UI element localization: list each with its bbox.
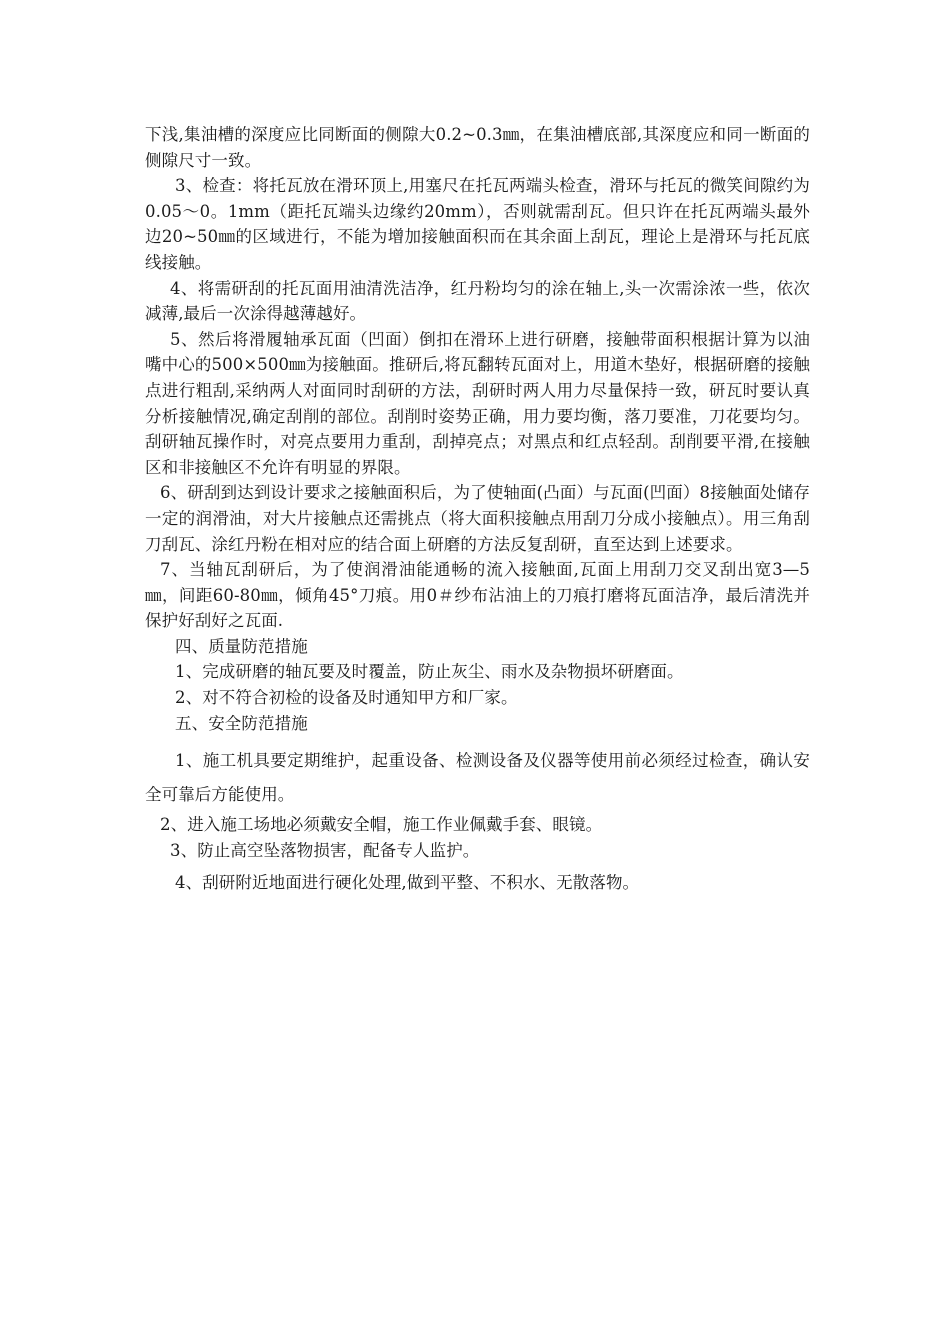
section-heading-quality: 四、质量防范措施 [175,636,308,656]
paragraph-quality-2: 2、对不符合初检的设备及时通知甲方和厂家。 [175,688,518,708]
paragraph-safety-2: 2、进入施工场地必须戴安全帽，施工作业佩戴手套、眼镜。 [160,815,603,835]
paragraph-oil-groove-continued: 下浅,集油槽的深度应比同断面的侧隙大0.2~0.3㎜，在集油槽底部,其深度应和同一断面的侧隙尺寸一致。 [145,125,810,170]
document-body [145,122,810,896]
paragraph-step-6-scraping: 6、研刮到达到设计要求之接触面积后，为了使轴面(凸面）与瓦面(凹面）8接触面处储存一定的润滑油，对大片接触点还需挑点（将大面积接触点用刮刀分成小接触点）。用三角刮刀刮瓦、涂红丹粉在相对应的结合面上研磨的方法反复刮研，直至达到上述要求。 [145,483,810,554]
paragraph-safety-1: 1、施工机具要定期维护，起重设备、检测设备及仪器等使用前必须经过检查，确认安全可靠后方能使用。 [145,751,810,805]
paragraph-step-4-cleaning: 4、将需研刮的托瓦面用油清洗洁净，红丹粉均匀的涂在轴上,头一次需涂浓一些，依次减薄,最后一次涂得越薄越好。 [145,278,810,324]
paragraph-quality-1: 1、完成研磨的轴瓦要及时覆盖，防止灰尘、雨水及杂物损坏研磨面。 [175,662,684,682]
paragraph-step-5-grinding: 5、然后将滑履轴承瓦面（凹面）倒扣在滑环上进行研磨，接触带面积根据计算为以油嘴中心的500×500㎜为接触面。推研后,将瓦翻转瓦面对上，用道木垫好，根据研磨的接触点进行粗刮,采纳两人对面同时刮研的方法，刮研时两人用力尽量保持一致，研瓦时要认真分析接触情况,确定刮削的部位。刮削时姿势正确，用力要均衡，落刀要准，刀花要均匀。刮研轴瓦操作时，对亮点要用力重刮，刮掉亮点；对黑点和红点轻刮。刮削要平滑,在接触区和非接触区不允许有明显的界限。 [145,329,810,477]
paragraph-safety-3: 3、防止高空坠落物损害，配备专人监护。 [170,840,480,860]
paragraph-step-3-inspection: 3、检查：将托瓦放在滑环顶上,用塞尺在托瓦两端头检查，滑环与托瓦的微笑间隙约为0.05～0。1mm（距托瓦端头边缘约20mm），否则就需刮瓦。但只许在托瓦两端头最外边20~50㎜的区域进行，不能为增加接触面积而在其余面上刮瓦，理论上是滑环与托瓦底线接触。 [145,176,810,272]
paragraph-step-7-finishing: 7、当轴瓦刮研后，为了使润滑油能通畅的流入接触面,瓦面上用刮刀交叉刮出宽3—5㎜，间距60-80㎜，倾角45°刀痕。用0＃纱布沾油上的刀痕打磨将瓦面洁净，最后清洗并保护好刮好之瓦面. [145,560,810,631]
section-heading-safety: 五、安全防范措施 [175,713,308,733]
paragraph-safety-4: 4、刮研附近地面进行硬化处理,做到平整、不积水、无散落物。 [175,873,640,893]
